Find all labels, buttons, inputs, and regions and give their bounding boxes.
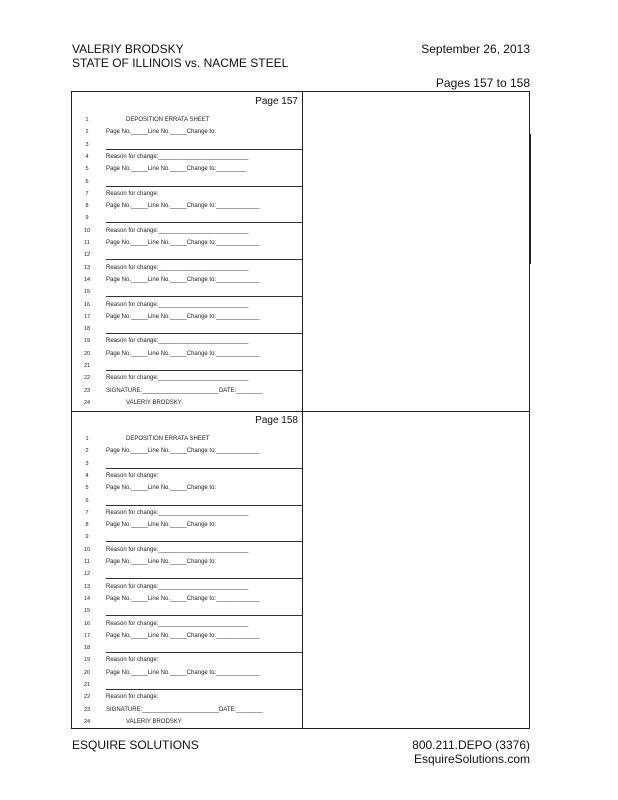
transcript-line <box>72 544 302 556</box>
line-number: 19 <box>83 338 91 345</box>
transcript-line <box>72 433 302 445</box>
line-number: 22 <box>83 375 91 382</box>
line-text: Page No._____Line No._____Change to:_____________ <box>106 240 260 246</box>
transcript-line <box>72 286 302 298</box>
transcript-line <box>72 470 302 482</box>
line-text: Reason for change: <box>106 472 159 479</box>
answer-line <box>106 578 302 579</box>
line-text: Reason for change: <box>106 694 159 701</box>
line-number: 20 <box>83 350 91 357</box>
line-text: SIGNATURE:_______________________DATE:________ <box>106 706 263 713</box>
line-number: 24 <box>83 718 91 725</box>
transcript-line <box>72 630 302 642</box>
answer-line <box>106 186 302 187</box>
line-number: 7 <box>85 509 89 516</box>
line-text: Reason for change:___________________________ <box>106 583 249 590</box>
line-text: Reason for change:___________________________ <box>106 338 249 345</box>
transcript-line <box>72 360 302 372</box>
answer-line <box>106 615 302 616</box>
line-text: Reason for change:___________________________ <box>106 620 249 627</box>
line-text: Page No._____Line No._____Change to:_____________ <box>106 669 260 676</box>
line-number: 8 <box>85 522 89 529</box>
transcript-line <box>72 445 302 457</box>
transcript-line <box>72 139 302 151</box>
transcript-page-157 <box>72 92 302 411</box>
line-text: Reason for change:___________________________ <box>106 546 249 553</box>
transcript-line <box>72 274 302 286</box>
line-text: Page No._____Line No._____Change to:_____________ <box>106 632 260 639</box>
line-number: 17 <box>83 313 91 320</box>
transcript-line <box>72 163 302 175</box>
line-text: DEPOSITION ERRATA SHEET <box>126 117 210 123</box>
answer-line <box>106 505 302 506</box>
transcript-line <box>72 188 302 200</box>
line-number: 23 <box>83 387 91 394</box>
line-number: 21 <box>83 363 91 369</box>
line-number: 10 <box>83 227 91 234</box>
line-text: Reason for change:___________________________ <box>106 509 249 516</box>
line-number: 1 <box>85 436 89 442</box>
line-text: Page No._____Line No._____Change to: <box>106 129 217 136</box>
answer-line <box>106 149 302 150</box>
transcript-line <box>72 299 302 311</box>
transcript-line <box>72 335 302 347</box>
line-number: 14 <box>83 276 91 283</box>
line-number: 21 <box>83 682 91 688</box>
transcript-line <box>72 225 302 237</box>
deposition-date: September 26, 2013 <box>421 42 530 56</box>
line-number: 10 <box>83 546 91 553</box>
line-text: Page No._____Line No._____Change to:_____________ <box>106 313 260 320</box>
transcript-line <box>72 348 302 360</box>
transcript-grid <box>71 91 530 729</box>
transcript-line <box>72 716 302 728</box>
column-divider <box>302 92 303 728</box>
line-number: 12 <box>83 571 91 578</box>
answer-line <box>106 222 302 223</box>
line-number: 5 <box>85 166 89 173</box>
transcript-line <box>72 372 302 384</box>
transcript-line <box>72 151 302 163</box>
phone-number: 800.211.DEPO (3376) <box>412 738 530 752</box>
line-number: 6 <box>85 178 89 185</box>
line-number: 18 <box>83 326 91 333</box>
line-text: Page No._____Line No._____Change to:_____________ <box>106 595 260 602</box>
transcript-line <box>72 519 302 531</box>
line-text: Reason for change:___________________________ <box>106 301 249 308</box>
line-number: 13 <box>83 264 91 271</box>
answer-line <box>106 541 302 542</box>
transcript-line <box>72 642 302 654</box>
line-number: 13 <box>83 583 91 590</box>
line-number: 2 <box>85 448 89 455</box>
line-number: 18 <box>83 645 91 652</box>
answer-line <box>106 333 302 334</box>
line-number: 19 <box>83 657 91 664</box>
answer-line <box>106 259 302 260</box>
line-number: 16 <box>83 301 91 308</box>
line-text: Reason for change:___________________________ <box>106 375 249 382</box>
line-number: 22 <box>83 694 91 701</box>
contact-info <box>412 738 530 766</box>
transcript-line <box>72 200 302 212</box>
transcript-line <box>72 531 302 543</box>
line-number: 15 <box>83 289 91 296</box>
transcript-line <box>72 212 302 224</box>
line-text: Page No._____Line No._____Change to:_________ <box>106 166 247 173</box>
line-number: 3 <box>85 460 89 467</box>
line-text: Page No._____Line No._____Change to:_____________ <box>106 448 260 455</box>
line-text: Page No._____Line No._____Change to: <box>106 522 217 529</box>
line-number: 15 <box>83 608 91 615</box>
line-number: 8 <box>85 203 89 210</box>
case-header <box>72 42 288 70</box>
transcript-page-158 <box>72 411 302 730</box>
line-number: 3 <box>85 141 89 148</box>
line-number: 5 <box>85 485 89 492</box>
transcript-line <box>72 495 302 507</box>
line-text: Page No._____Line No._____Change to:_____________ <box>106 203 260 210</box>
transcript-line <box>72 593 302 605</box>
transcript-line <box>72 581 302 593</box>
transcript-line <box>72 126 302 138</box>
line-text: VALERIY BRODSKY <box>126 399 182 406</box>
line-number: 9 <box>85 215 89 222</box>
answer-line <box>106 296 302 297</box>
line-number: 24 <box>83 399 91 406</box>
line-number: 14 <box>83 595 91 602</box>
website: EsquireSolutions.com <box>413 752 530 766</box>
line-number: 6 <box>85 497 89 504</box>
line-number: 1 <box>85 117 89 123</box>
page-number: Page 158 <box>255 415 298 426</box>
transcript-line <box>72 311 302 323</box>
line-number: 11 <box>84 559 90 565</box>
transcript-line <box>72 618 302 630</box>
transcript-line <box>72 556 302 568</box>
transcript-line <box>72 114 302 126</box>
line-text: SIGNATURE:_______________________DATE:________ <box>106 387 263 394</box>
transcript-line <box>72 482 302 494</box>
pages-range: Pages 157 to 158 <box>435 76 530 90</box>
transcript-line <box>72 667 302 679</box>
line-text: Page No._____Line No._____Change to:_____________ <box>106 350 260 357</box>
line-text: DEPOSITION ERRATA SHEET <box>126 436 210 442</box>
line-text: Page No._____Line No._____Change to: <box>106 485 217 492</box>
line-number: 9 <box>85 534 89 541</box>
transcript-line <box>72 323 302 335</box>
line-text: Reason for change:___________________________ <box>106 264 249 271</box>
line-text: Reason for change:___________________________ <box>106 153 249 160</box>
transcript-line <box>72 568 302 580</box>
transcript-line <box>72 654 302 666</box>
answer-line <box>106 652 302 653</box>
transcript-line <box>72 262 302 274</box>
transcript-line <box>72 176 302 188</box>
line-number: 4 <box>85 472 89 479</box>
witness-name: VALERIY BRODSKY <box>72 42 184 56</box>
line-number: 2 <box>85 129 89 136</box>
transcript-line <box>72 507 302 519</box>
line-text: Page No._____Line No._____Change to:_____________ <box>106 276 260 283</box>
answer-line <box>106 370 302 371</box>
line-number: 20 <box>83 669 91 676</box>
answer-line <box>106 689 302 690</box>
line-text: Reason for change: <box>106 657 159 664</box>
line-number: 16 <box>83 620 91 627</box>
transcript-line <box>72 679 302 691</box>
transcript-line <box>72 385 302 397</box>
line-number: 7 <box>85 190 89 197</box>
transcript-line <box>72 704 302 716</box>
line-number: 4 <box>85 153 89 160</box>
case-title: STATE OF ILLINOIS vs. NACME STEEL <box>72 56 289 70</box>
line-number: 23 <box>83 706 91 713</box>
transcript-line <box>72 691 302 703</box>
answer-line <box>106 468 302 469</box>
transcript-line <box>72 397 302 409</box>
margin-mark <box>529 134 531 264</box>
page-number: Page 157 <box>255 96 298 107</box>
transcript-line <box>72 237 302 249</box>
line-text: VALERIY BRODSKY <box>126 718 182 725</box>
transcript-line <box>72 458 302 470</box>
transcript-line <box>72 605 302 617</box>
line-number: 11 <box>84 240 90 246</box>
line-number: 17 <box>83 632 91 639</box>
line-number: 12 <box>83 252 91 259</box>
company-name: ESQUIRE SOLUTIONS <box>72 738 199 752</box>
line-text: Reason for change:___________________________ <box>106 227 249 234</box>
line-text: Reason for change: <box>106 190 159 197</box>
transcript-line <box>72 249 302 261</box>
line-text: Page No._____Line No._____Change to: <box>106 559 217 565</box>
